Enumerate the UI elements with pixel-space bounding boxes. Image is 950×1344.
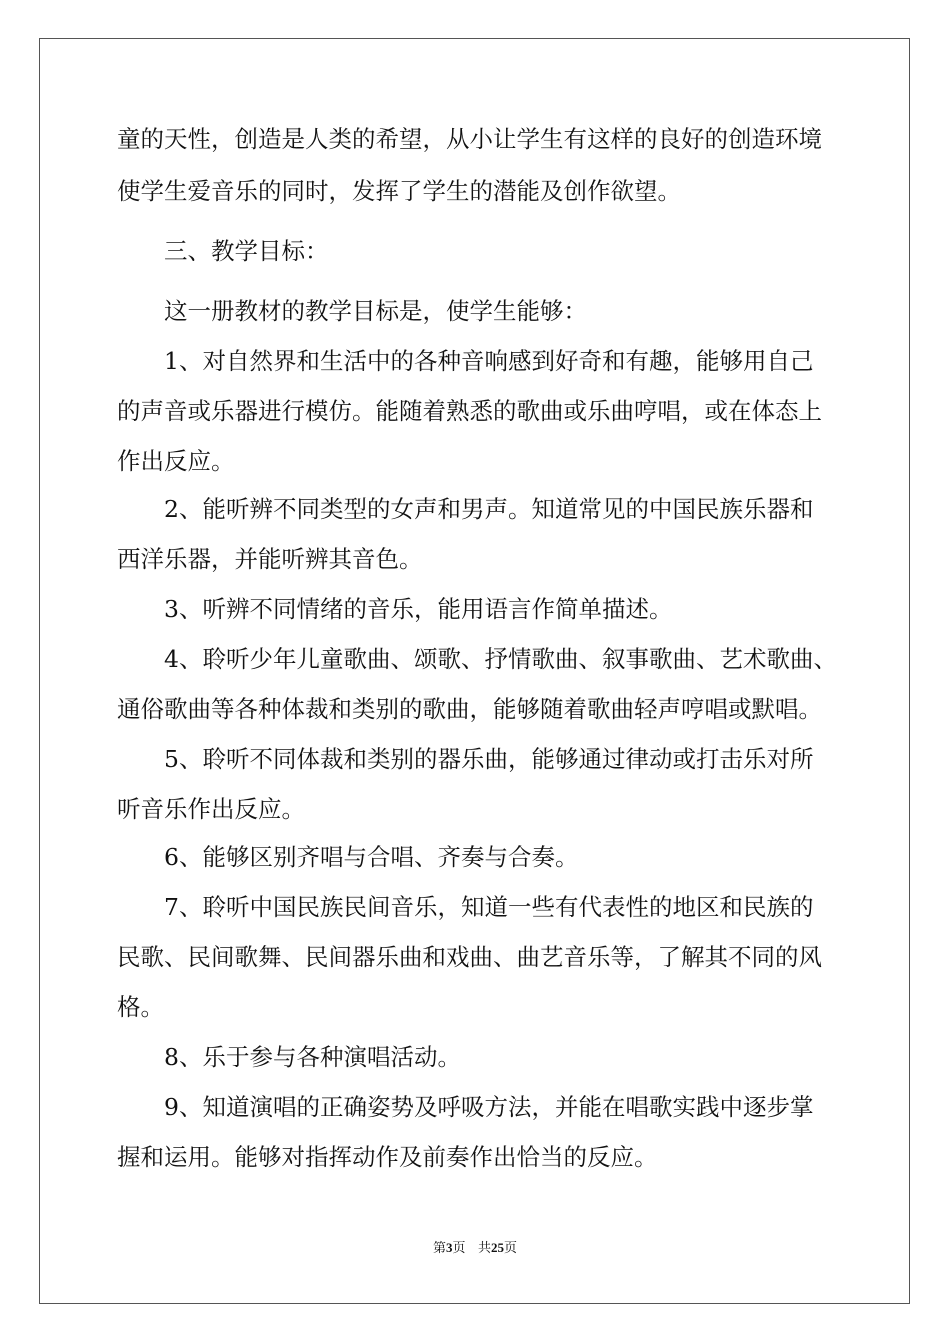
list-item: 6、能够区别齐唱与合唱、齐奏与合奏。 xyxy=(164,843,579,871)
page-footer xyxy=(0,1237,950,1256)
text-line: 使学生爱音乐的同时，发挥了学生的潜能及创作欲望。 xyxy=(117,177,681,205)
text-line: 听音乐作出反应。 xyxy=(117,795,305,823)
total-suffix: 页 xyxy=(503,1241,517,1256)
list-item: 8、乐于参与各种演唱活动。 xyxy=(164,1043,461,1071)
text-line: 童的天性，创造是人类的希望，从小让学生有这样的良好的创造环境 xyxy=(117,125,822,153)
text-line: 民歌、民间歌舞、民间器乐曲和戏曲、曲艺音乐等，了解其不同的风 xyxy=(117,943,822,971)
text-line: 的声音或乐器进行模仿。能随着熟悉的歌曲或乐曲哼唱，或在体态上 xyxy=(117,397,822,425)
list-item: 2、能听辨不同类型的女声和男声。知道常见的中国民族乐器和 xyxy=(164,495,814,523)
section-heading: 三、教学目标： xyxy=(164,237,329,265)
list-item: 4、聆听少年儿童歌曲、颂歌、抒情歌曲、叙事歌曲、艺术歌曲、 xyxy=(164,645,837,673)
page-suffix: 页 xyxy=(452,1241,466,1256)
list-item: 3、听辨不同情绪的音乐，能用语言作简单描述。 xyxy=(164,595,673,623)
page-number: 3 xyxy=(446,1240,453,1255)
list-item: 1、对自然界和生活中的各种音响感到好奇和有趣，能够用自己 xyxy=(164,347,814,375)
page-prefix: 第 xyxy=(433,1241,447,1256)
text-line: 作出反应。 xyxy=(117,447,235,475)
list-item: 9、知道演唱的正确姿势及呼吸方法，并能在唱歌实践中逐步掌 xyxy=(164,1093,814,1121)
total-pages: 25 xyxy=(490,1240,504,1255)
total-prefix: 共 xyxy=(477,1241,491,1256)
text-line: 这一册教材的教学目标是，使学生能够： xyxy=(164,297,587,325)
text-line: 西洋乐器，并能听辨其音色。 xyxy=(117,545,423,573)
list-item: 5、聆听不同体裁和类别的器乐曲，能够通过律动或打击乐对所 xyxy=(164,745,814,773)
text-line: 通俗歌曲等各种体裁和类别的歌曲，能够随着歌曲轻声哼唱或默唱。 xyxy=(117,695,822,723)
list-item: 7、聆听中国民族民间音乐，知道一些有代表性的地区和民族的 xyxy=(164,893,814,921)
text-line: 握和运用。能够对指挥动作及前奏作出恰当的反应。 xyxy=(117,1143,658,1171)
text-line: 格。 xyxy=(117,993,164,1021)
